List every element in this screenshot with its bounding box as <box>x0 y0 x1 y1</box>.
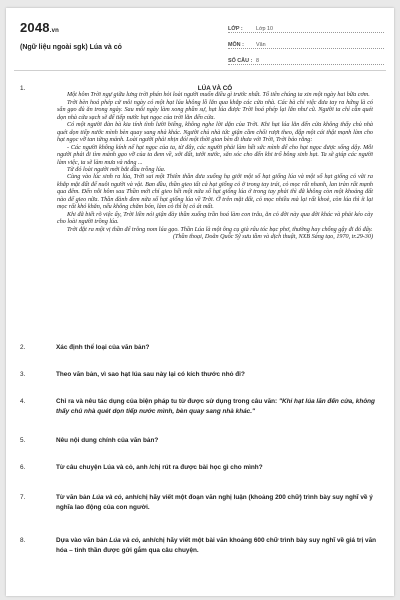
question-number: 1. <box>20 85 26 92</box>
question-text: Từ văn bản Lúa và cỏ, anh/chị hãy viết một đoạn văn nghị luận (khoảng 200 chữ) trình bày suy nghĩ về ý nghĩa lao động của con người. <box>56 494 373 511</box>
reading-passage <box>57 85 373 242</box>
meta-row-subject <box>228 36 384 49</box>
passage-paragraph: Khi đã biết rõ việc ấy, Trời liền nói giận đày thần xuống trần hoá làm con trâu, ăn cỏ đời này qua đời khác và phải kéo cày cho loài người trồng lúa. <box>57 211 373 226</box>
meta-key: MÔN : <box>228 42 244 48</box>
question-number: 7. <box>20 494 26 501</box>
passage-paragraph: - Các người không kính nể hạt ngọc của ta, từ đây, các người phải làm hết sức mình để cho hạt ngọc được sống dậy. Mỗi người phải đi tìm mảnh gạo vỡ của ta đem về, xới đất, tưới nước, săn sóc cho đến khi trổ bông sinh hạt. Ta sẽ giúp các người làm việc, ta sẽ làm mưa và nắng ... <box>57 144 373 166</box>
question-number: 3. <box>20 371 26 378</box>
passage-source: (Thần thoại, Doãn Quốc Sỹ sưu tầm và dịch thuật, NXB Sáng tạo, 1970, tr.29-30) <box>172 234 373 241</box>
question-text: Từ câu chuyện Lúa và cỏ, anh /chị rút ra được bài học gì cho mình? <box>56 464 263 471</box>
meta-row-class <box>228 20 384 33</box>
question-text: Theo văn bản, vì sao hạt lúa sau này lại có kích thước nhỏ đi? <box>56 371 245 378</box>
meta-value: 8 <box>256 58 259 64</box>
meta-key: LỚP : <box>228 26 243 32</box>
passage-paragraph: Cùng vào lúc sinh ra lúa, Trời sai một Thiên thần đưa xuống hạ giới một số hạt giống lúa và một số hạt giống cỏ vãi ra khắp mặt đất để nuôi người và vật. Ban đầu, thần gieo tất cả hạt giống cỏ ở trong tay trái, cỏ mọc rất nhanh, lan tràn rất mạnh qua đêm. Đến nỗi hôm sau Thần mới chỉ gieo hết một nửa số hạt giống lúa ở trong tay phải thì đã không còn một khoảng đất nào để gieo nữa. Thần đành đem nửa số hạt giống lúa về Trời. Ở trên mặt đất, cỏ mọc nhiều mà lại rất khoẻ, còn lúa thì ít lại mọc rất khó khăn, nếu không chăm bón, làm cỏ thì bị cỏ át mất. <box>57 174 373 211</box>
passage-paragraph: Từ đó loài người mới bắt đầu trồng lúa. <box>67 166 166 173</box>
question-number: 4. <box>20 398 26 405</box>
header-divider <box>14 70 386 71</box>
meta-row-question-count <box>228 52 384 65</box>
meta-value: Lớp 10 <box>256 26 274 32</box>
question-number: 2. <box>20 344 26 351</box>
meta-panel <box>228 20 384 68</box>
question-number: 6. <box>20 464 26 471</box>
meta-value: Văn <box>256 42 266 48</box>
question-text: Xác định thể loại của văn bản? <box>56 344 150 351</box>
meta-key: SỐ CÂU : <box>228 58 253 64</box>
question-text: Nêu nội dung chính của văn bản? <box>56 437 159 444</box>
document-title: (Ngữ liệu ngoài sgk) Lúa và cỏ <box>20 44 122 51</box>
passage-paragraph: Có một người đàn bà kia tính tình lười biếng, không nghe lời dặn của Trời. Khi hạt lúa lăn đến cửa không thấy chủ nhà quét dọn tiếp nước mình bèn quay sang nhà khác. Người chủ nhà tức giận cầm chổi rượt theo, đập một cái thật mạnh làm cho hạt ngọc vỡ tan từng mảnh. Loài người phải nhịn đói một thời gian bèn đi thưa với Trời, Trời bảo rằng: <box>57 122 373 144</box>
passage-paragraph: Một hôm Trời ngự giữa lưng trời phán hỏi loài người muốn điều gì trước nhất. Tổ tiên chúng ta xin một ngày hai bữa cơm. <box>67 92 370 99</box>
passage-paragraph: Trời bèn hoá phép cử môi ngày có một hạt lúa không lồ lăn qua khắp các cửa nhà. Các bà chỉ việc đưa tay ra hứng là có sẵn gạo đủ ăn trong ngày. Sau môi ngày làm xong phần sự, hạt lúa được Trời hoá phép lại lăn như cũ. Người ta chỉ cần quét dọn nhà cửa sạch sẽ để tiếp nước hạt ngọc của trời lăn đến cửa. <box>57 99 373 121</box>
question-number: 8. <box>20 537 26 544</box>
question-text: Dựa vào văn bản Lúa và cỏ, anh/chị hãy viết một bài văn khoảng 600 chữ trình bày suy nghĩ về giá trị văn hóa – tinh thần được gửi gắm qua câu chuyện. <box>56 537 377 554</box>
question-number: 5. <box>20 437 26 444</box>
site-logo[interactable]: 2048.vn <box>20 20 60 35</box>
question-text: Chỉ ra và nêu tác dụng của biện pháp tu từ được sử dụng trong câu văn: "Khi hạt lúa lăn đến cửa, không thấy chủ nhà quét dọn tiếp nước mình, bèn quay sang nhà khác." <box>56 398 375 415</box>
quoted-sentence: "Khi hạt lúa lăn đến cửa, không thấy chủ nhà quét dọn tiếp nước mình, bèn quay sang nhà khác." <box>56 398 375 415</box>
passage-paragraph: Trời đặt ra một vị thần để trông nom lúa gạo. Thần Lúa là một ông cụ già râu tóc bạc phơ, thường hay chống gậy đi đó đây. <box>67 226 373 233</box>
passage-title: LÚA VÀ CỎ <box>197 85 233 92</box>
worksheet-page <box>6 8 394 596</box>
